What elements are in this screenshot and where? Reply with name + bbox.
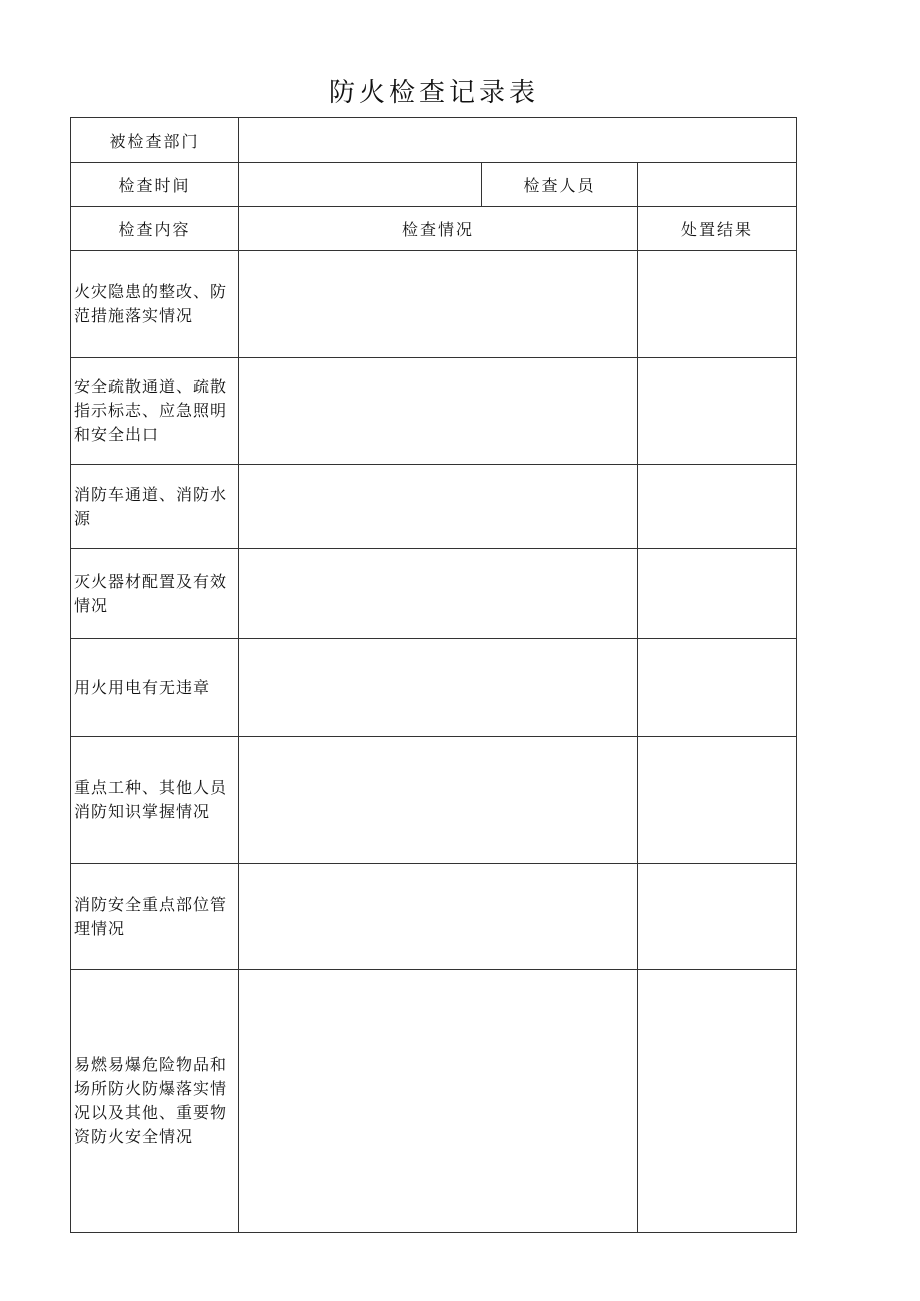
- time-field[interactable]: [239, 163, 482, 207]
- check-situation-field[interactable]: [239, 549, 638, 639]
- table-row: [71, 465, 797, 549]
- time-row: [71, 163, 797, 207]
- check-situation-field[interactable]: [239, 465, 638, 549]
- check-situation-field[interactable]: [239, 737, 638, 864]
- inspector-label: 检查人员: [482, 163, 638, 207]
- table-row: [71, 639, 797, 737]
- column-header-row: [71, 207, 797, 251]
- check-item-label: 火灾隐患的整改、防范措施落实情况: [71, 251, 239, 358]
- check-result-field[interactable]: [638, 465, 797, 549]
- check-item-label: 重点工种、其他人员消防知识掌握情况: [71, 737, 239, 864]
- check-result-field[interactable]: [638, 864, 797, 970]
- table-row: [71, 970, 797, 1233]
- check-item-label: 灭火器材配置及有效情况: [71, 549, 239, 639]
- dept-row: [71, 118, 797, 163]
- table-row: [71, 358, 797, 465]
- check-item-label: 安全疏散通道、疏散指示标志、应急照明和安全出口: [71, 358, 239, 465]
- check-result-field[interactable]: [638, 358, 797, 465]
- inspector-field[interactable]: [638, 163, 797, 207]
- table-row: [71, 549, 797, 639]
- check-result-field[interactable]: [638, 737, 797, 864]
- column-header-content: 检查内容: [71, 207, 239, 251]
- check-situation-field[interactable]: [239, 639, 638, 737]
- inspection-form-table: [70, 117, 797, 1233]
- check-item-label: 易燃易爆危险物品和场所防火防爆落实情况以及其他、重要物资防火安全情况: [71, 970, 239, 1233]
- page-title: 防火检查记录表: [328, 78, 539, 108]
- check-result-field[interactable]: [638, 639, 797, 737]
- table-row: [71, 864, 797, 970]
- check-situation-field[interactable]: [239, 358, 638, 465]
- table-row: [71, 251, 797, 358]
- check-situation-field[interactable]: [239, 251, 638, 358]
- check-item-label: 消防安全重点部位管理情况: [71, 864, 239, 970]
- dept-label: 被检查部门: [71, 118, 239, 163]
- check-result-field[interactable]: [638, 970, 797, 1233]
- check-situation-field[interactable]: [239, 864, 638, 970]
- table-row: [71, 737, 797, 864]
- check-result-field[interactable]: [638, 549, 797, 639]
- check-situation-field[interactable]: [239, 970, 638, 1233]
- column-header-result: 处置结果: [638, 207, 797, 251]
- time-label: 检查时间: [71, 163, 239, 207]
- check-result-field[interactable]: [638, 251, 797, 358]
- column-header-situation: 检查情况: [239, 207, 638, 251]
- check-item-label: 消防车通道、消防水源: [71, 465, 239, 549]
- check-item-label: 用火用电有无违章: [71, 639, 239, 737]
- dept-field[interactable]: [239, 118, 797, 163]
